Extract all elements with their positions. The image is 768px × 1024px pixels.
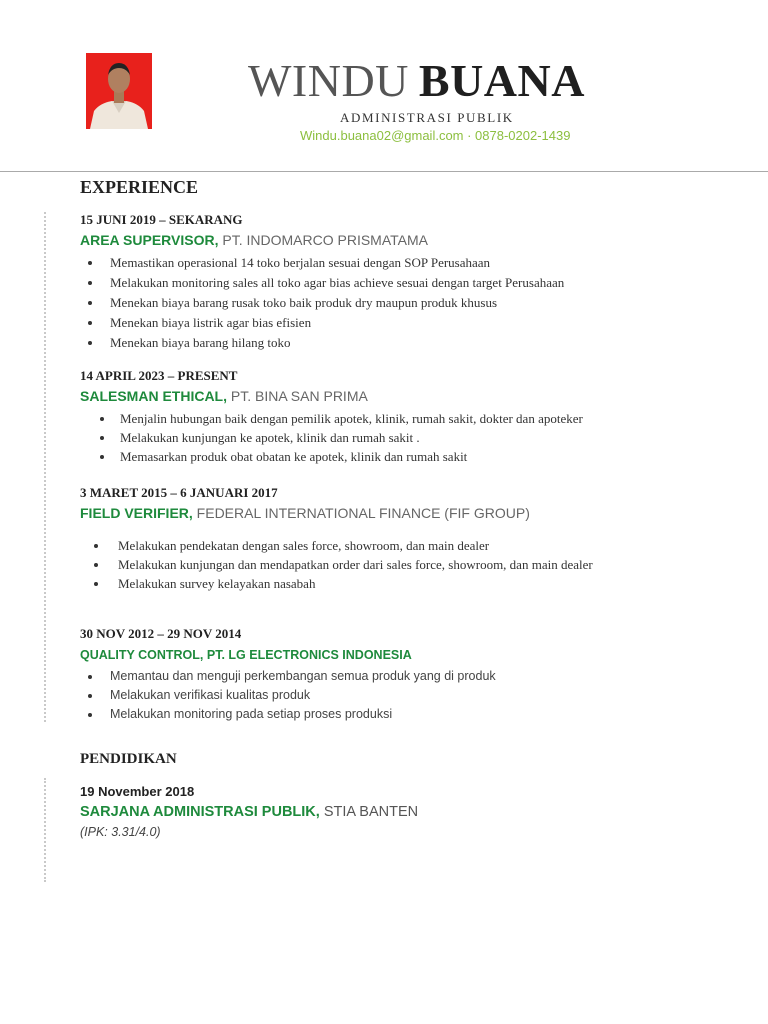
job-entry: [80, 485, 740, 593]
candidate-name: [248, 54, 668, 108]
contact-info: Windu.buana02@gmail.com · 0878-0202-1439: [300, 128, 571, 143]
list-item: Melakukan verifikasi kualitas produk: [80, 686, 740, 705]
list-item: Menjalin hubungan baik dengan pemilik apotek, klinik, rumah sakit, dokter dan apoteker: [80, 409, 740, 428]
job-company: FEDERAL INTERNATIONAL FINANCE (FIF GROUP): [192, 505, 530, 521]
list-item: Melakukan survey kelayakan nasabah: [80, 574, 740, 593]
job-duties: [80, 667, 740, 724]
list-item: Memantau dan menguji perkembangan semua produk yang di produk: [80, 667, 740, 686]
education-degree: SARJANA ADMINISTRASI PUBLIK,: [80, 804, 320, 820]
education-date: 19 November 2018: [80, 784, 195, 799]
list-item: Melakukan monitoring sales all toko agar bias achieve sesuai dengan target Perusahaan: [80, 273, 740, 293]
job-role: [80, 648, 740, 662]
first-name: WINDU: [248, 55, 409, 106]
list-item: Memasarkan produk obat obatan ke apotek, klinik dan rumah sakit: [80, 447, 740, 466]
job-title: FIELD VERIFIER,: [80, 505, 193, 521]
job-date: 30 NOV 2012 – 29 NOV 2014: [80, 626, 242, 641]
education-gpa: (IPK: 3.31/4.0): [80, 825, 161, 839]
list-item: Melakukan monitoring pada setiap proses produksi: [80, 705, 740, 724]
list-item: Melakukan kunjungan dan mendapatkan order dari sales force, showroom, dan main dealer: [80, 555, 740, 574]
job-entry: [80, 212, 740, 353]
job-duties: [80, 536, 740, 593]
job-entry: [80, 626, 740, 724]
education-timeline-dots: [44, 778, 46, 882]
job-company: PT. BINA SAN PRIMA: [227, 388, 368, 404]
job-date: 14 APRIL 2023 – PRESENT: [80, 368, 238, 383]
header-divider: [0, 171, 768, 172]
job-title: AREA SUPERVISOR,: [80, 232, 219, 248]
education-degree-line: [80, 804, 740, 820]
job-duties: [80, 409, 740, 466]
list-item: Menekan biaya listrik agar bias efisien: [80, 313, 740, 333]
job-company: PT. LG ELECTRONICS INDONESIA: [203, 648, 412, 662]
profile-photo: [86, 53, 152, 129]
list-item: Melakukan kunjungan ke apotek, klinik dan rumah sakit .: [80, 428, 740, 447]
job-role: [80, 505, 740, 521]
education-entry: [80, 784, 740, 839]
list-item: Menekan biaya barang rusak toko baik produk dry maupun produk khusus: [80, 293, 740, 313]
job-role: [80, 232, 740, 248]
job-duties: [80, 253, 740, 353]
job-subtitle: ADMINISTRASI PUBLIK: [340, 110, 514, 125]
job-company: PT. INDOMARCO PRISMATAMA: [218, 232, 428, 248]
job-role: [80, 388, 740, 404]
experience-timeline-dots: [44, 212, 46, 722]
list-item: Menekan biaya barang hilang toko: [80, 333, 740, 353]
last-name: BUANA: [418, 55, 585, 106]
job-entry: [80, 368, 740, 466]
education-heading: PENDIDIKAN: [80, 751, 177, 767]
experience-heading: EXPERIENCE: [80, 177, 199, 197]
education-school: STIA BANTEN: [319, 804, 419, 820]
job-date: 3 MARET 2015 – 6 JANUARI 2017: [80, 485, 278, 500]
list-item: Memastikan operasional 14 toko berjalan sesuai dengan SOP Perusahaan: [80, 253, 740, 273]
job-title: QUALITY CONTROL,: [80, 648, 204, 662]
list-item: Melakukan pendekatan dengan sales force, showroom, dan main dealer: [80, 536, 740, 555]
job-date: 15 JUNI 2019 – SEKARANG: [80, 212, 243, 227]
job-title: SALESMAN ETHICAL,: [80, 388, 227, 404]
